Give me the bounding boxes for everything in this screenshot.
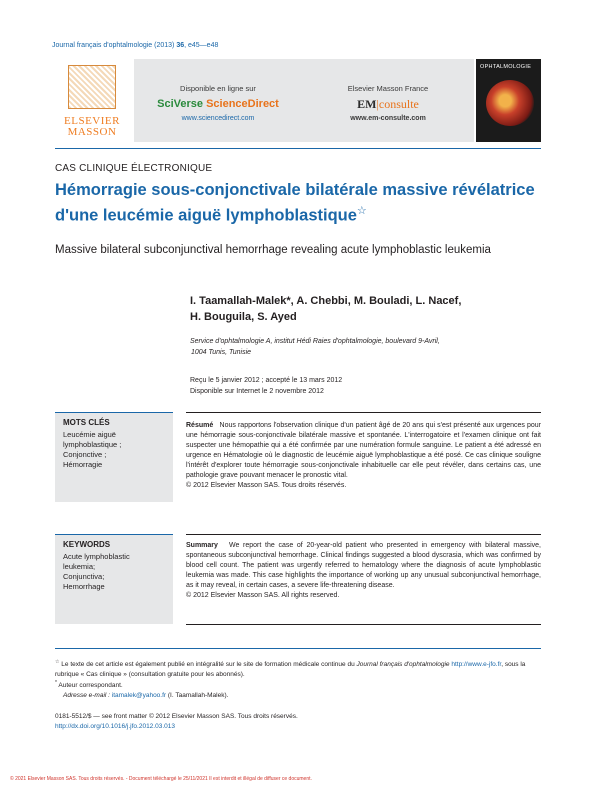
sciencedirect-url[interactable]: www.sciencedirect.com <box>181 115 255 122</box>
affiliation-line-1: Service d'ophtalmologie A, institut Hédi Raies d'ophtalmologie, boulevard 9-Avril, <box>190 338 440 345</box>
em-text: EM <box>357 97 377 111</box>
keywords-en-heading: KEYWORDS <box>63 540 111 549</box>
consulte-text: consulte <box>378 97 419 111</box>
journal-reference[interactable] <box>52 42 218 49</box>
email-line <box>55 691 541 701</box>
cover-title: OPHTALMOLOGIE <box>480 64 532 70</box>
keyword-item: Acute lymphoblastic <box>63 552 130 561</box>
title-footnote-star[interactable]: ☆ <box>356 205 367 217</box>
abstract-en-label: Summary <box>186 542 218 549</box>
keyword-item: Hémorragie <box>63 460 103 469</box>
em-consulte-url[interactable]: www.em-consulte.com <box>350 115 426 122</box>
keywords-fr-rule <box>55 412 173 413</box>
keyword-item: leukemia; <box>63 562 96 571</box>
sciverse-text: SciVerse <box>157 98 207 110</box>
footnote-1-link[interactable]: http://www.e-jfo.fr <box>449 661 502 669</box>
keyword-item: Leucémie aiguë <box>63 430 116 439</box>
affiliation-line-2: 1004 Tunis, Tunisie <box>191 349 252 356</box>
abstract-en-top-rule <box>186 534 541 535</box>
footnote-star: ☆ <box>55 659 60 665</box>
em-separator: | <box>376 97 379 111</box>
email-link[interactable]: itamalek@yahoo.fr <box>111 691 167 699</box>
footnote-divider <box>55 648 541 649</box>
keywords-fr-list <box>63 430 168 470</box>
available-online-label: Disponible en ligne sur <box>180 84 256 93</box>
article-title-english: Massive bilateral subconjunctival hemorrhage revealing acute lymphoblastic leukemia <box>55 244 491 256</box>
sciverse-sciencedirect-logo <box>134 98 302 110</box>
keywords-en-list <box>63 552 168 592</box>
email-name: (I. Taamallah-Malek). <box>166 691 229 699</box>
footnote-1-text-c: , sous la rubrique « Cas clinique » (consultation gratuite pour les abonnés). <box>55 661 526 678</box>
publication-dates <box>190 375 530 397</box>
elsevier-tree-logo-icon <box>68 65 116 109</box>
retina-image-icon <box>486 80 534 126</box>
abstract-fr-text: Nous rapportons l'observation clinique d'un patient âgé de 20 ans qui s'est présenté aux urgences pour une hémorragie sous-conjonctivale bilatérale massive et spontanée. L'interrogatoire et l'examen clinique ont fait suspecter une hémopathie qui a été confirmée par une numération formule sanguine. Le patient a été adressé en urgence en Hématologie où le diagnostic de leucémie aiguë lymphoblastique a été posé. Ce cas clinique souligne l'intérêt d'explorer toute hémorragie sous-conjonctivale inhabituelle car elle peut révéler, dans certains cas, une pathologie grave pouvant menacer le pronostic vital. <box>186 422 542 479</box>
article-title <box>55 180 545 227</box>
affiliation <box>190 336 530 358</box>
keyword-item: Hemorrhage <box>63 582 105 591</box>
abstract-en <box>186 541 541 601</box>
elsevier-masson-logo: ELSEVIER MASSON <box>64 115 120 138</box>
section-label: CAS CLINIQUE ÉLECTRONIQUE <box>55 163 213 174</box>
authors-line-2: H. Bouguila, S. Ayed <box>190 311 297 323</box>
authors-line-1: I. Taamallah-Malek*, A. Chebbi, M. Bouladi, L. Nacef, <box>190 295 462 307</box>
abstract-fr-copyright: © 2012 Elsevier Masson SAS. Tous droits réservés. <box>186 482 347 489</box>
abstract-fr-label: Résumé <box>186 422 214 429</box>
footnote-author-mark: * <box>55 680 57 687</box>
download-watermark: © 2021 Elsevier Masson SAS. Tous droits réservés. - Document téléchargé le 25/11/2021 Il est interdit et illégal de diffuser ce document. <box>10 776 312 782</box>
keyword-item: lymphoblastique ; <box>63 440 122 449</box>
abstract-fr-top-rule <box>186 412 541 413</box>
author-list <box>190 293 550 325</box>
corresponding-author-note: Auteur correspondant. <box>58 682 123 690</box>
online-date: Disponible sur Internet le 2 novembre 2012 <box>190 388 324 395</box>
doi-link[interactable]: http://dx.doi.org/10.1016/j.jfo.2012.03.013 <box>55 722 175 730</box>
journal-pages: , e45—e48 <box>184 42 219 49</box>
issn-line: 0181-5512/$ — see front matter © 2012 Elsevier Masson SAS. Tous droits réservés. <box>55 713 298 720</box>
abstract-en-text: We report the case of 20-year-old patient who presented in emergency with bilateral massive, spontaneous subconjunctival hemorrhage. Clinical findings suggested a blood dyscrasia, which was confirmed by blood cell count. The patient was urgently referred to hematology where the diagnosis of acute lymphoblastic leukemia was made. This case highlights the importance of working up any unusual subconjunctival hemorrhage, as it may reveal, in certain cases, a severe life-threatening disease. <box>186 542 541 589</box>
journal-volume: 36 <box>176 42 185 49</box>
email-label: Adresse e-mail : <box>63 691 112 699</box>
title-text: Hémorragie sous-conjonctivale bilatérale massive révélatrice d'une leucémie aiguë lymphoblastique <box>55 181 535 225</box>
em-consulte-logo <box>302 97 474 112</box>
journal-ref-text: Journal français d'ophtalmologie (2013) <box>52 42 175 49</box>
abstract-en-copyright: © 2012 Elsevier Masson SAS. All rights reserved. <box>186 592 340 599</box>
header-divider <box>55 148 541 149</box>
sciencedirect-text: ScienceDirect <box>206 98 279 110</box>
footnote-1-journal: Journal français d'ophtalmologie <box>356 661 450 669</box>
footnote-1-text-a: Le texte de cet article est également publié en intégralité sur le site de formation médicale continue du <box>61 661 357 669</box>
keywords-en-rule <box>55 534 173 535</box>
abstract-fr <box>186 421 541 491</box>
keyword-item: Conjunctiva; <box>63 572 105 581</box>
footnote-1 <box>55 658 541 679</box>
keyword-item: Conjonctive ; <box>63 450 107 459</box>
footnotes <box>55 658 541 700</box>
elsevier-masson-france-label: Elsevier Masson France <box>347 84 429 93</box>
keywords-fr-heading: MOTS CLÉS <box>63 418 110 427</box>
issn-block <box>55 712 541 731</box>
received-accepted-dates: Reçu le 5 janvier 2012 ; accepté le 13 mars 2012 <box>190 377 343 384</box>
footnote-2 <box>55 679 541 691</box>
abstract-bottom-rule <box>186 624 541 625</box>
